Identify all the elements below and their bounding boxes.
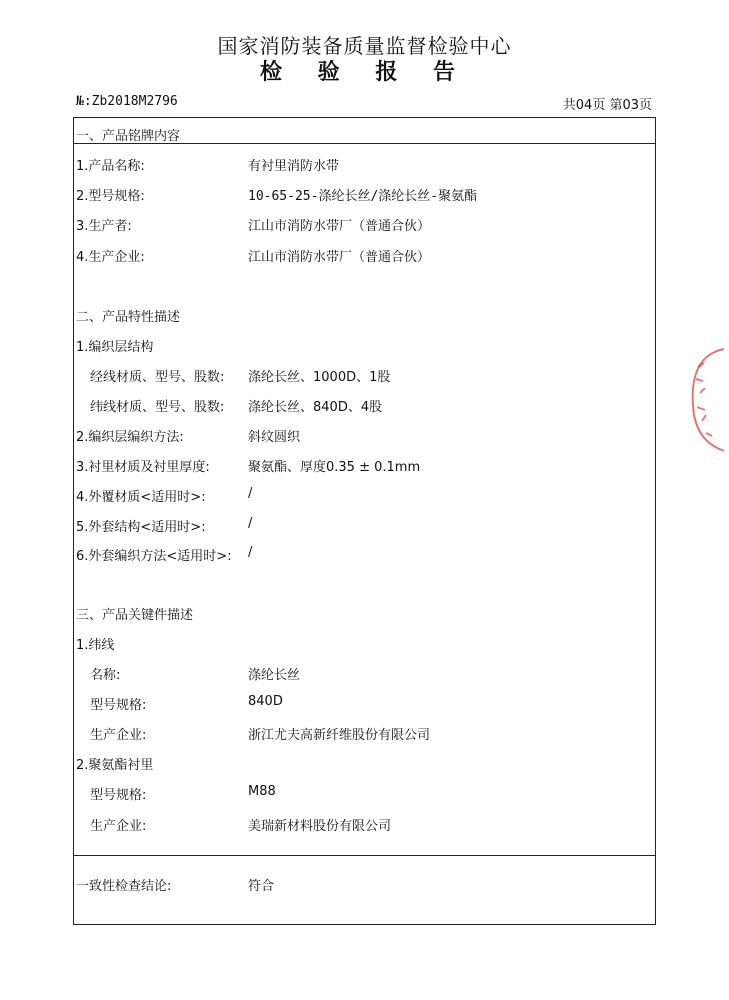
field-row (76, 456, 652, 476)
field-row (76, 815, 652, 835)
field-row (76, 545, 652, 565)
section-heading-key-components (76, 604, 652, 624)
field-label: 6.外套编织方法<适用时>: (76, 549, 232, 564)
field-label: 纬线材质、型号、股数: (90, 400, 225, 415)
field-row (76, 486, 652, 506)
field-value: 涤纶长丝 (248, 668, 301, 683)
field-label: 型号规格: (90, 698, 147, 713)
field-row (76, 246, 652, 266)
field-row (76, 426, 652, 446)
field-label: 生产企业: (90, 728, 147, 743)
field-label: 1.产品名称: (76, 159, 145, 174)
field-label: 3.生产者: (76, 219, 132, 234)
field-label: 经线材质、型号、股数: (90, 370, 225, 385)
field-value: M88 (248, 784, 276, 799)
field-row (76, 694, 652, 714)
field-label: 4.外覆材质<适用时>: (76, 490, 206, 505)
official-seal-icon (686, 345, 726, 455)
field-row (76, 634, 652, 654)
divider (73, 855, 656, 856)
field-value: / (248, 545, 253, 560)
field-value: 涤纶长丝、840D、4股 (248, 400, 383, 415)
field-row (76, 185, 652, 205)
field-value: 涤纶长丝、1000D、1股 (248, 370, 391, 385)
field-value: 浙江尤夫高新纤维股份有限公司 (248, 728, 431, 743)
field-row (76, 516, 652, 536)
field-label: 4.生产企业: (76, 250, 145, 265)
field-label: 1.编织层结构 (76, 340, 154, 355)
field-row (76, 754, 652, 774)
field-row (76, 784, 652, 804)
field-value: 斜纹圆织 (248, 430, 301, 445)
section-heading-label: 一、产品铭牌内容 (76, 129, 181, 144)
page-info: 共04页 第03页 (562, 98, 652, 113)
field-value: 10-65-25-涤纶长丝/涤纶长丝-聚氨酯 (248, 189, 478, 204)
field-row (76, 366, 652, 386)
field-label: 型号规格: (90, 788, 147, 803)
conclusion-row (76, 875, 652, 895)
field-value: 江山市消防水带厂（普通合伙） (248, 219, 431, 234)
field-row (76, 396, 652, 416)
conclusion-label: 一致性检查结论: (76, 879, 172, 894)
field-label: 生产企业: (90, 819, 147, 834)
field-label: 2.聚氨酯衬里 (76, 758, 154, 773)
field-value: 美瑞新材料股份有限公司 (248, 819, 392, 834)
field-row (76, 664, 652, 684)
field-value: 江山市消防水带厂（普通合伙） (248, 250, 431, 265)
field-value: / (248, 486, 253, 501)
field-value: / (248, 516, 253, 531)
conclusion-value: 符合 (248, 879, 275, 894)
field-value: 840D (248, 694, 283, 709)
field-value: 有衬里消防水带 (248, 159, 340, 174)
field-row (76, 336, 652, 356)
field-label: 2.型号规格: (76, 189, 145, 204)
report-title: 检 验 报 告 (260, 60, 469, 85)
report-number: №:Zb2018M2796 (76, 94, 178, 109)
section-heading-characteristics (76, 306, 652, 326)
field-row (76, 155, 652, 175)
section-heading-nameplate (76, 125, 652, 145)
field-label: 3.衬里材质及衬里厚度: (76, 460, 210, 475)
field-row (76, 215, 652, 235)
field-label: 名称: (90, 668, 121, 683)
field-value: 聚氨酯、厚度0.35 ± 0.1mm (248, 460, 421, 475)
section-heading-label: 二、产品特性描述 (76, 310, 181, 325)
field-label: 5.外套结构<适用时>: (76, 520, 206, 535)
field-row (76, 724, 652, 744)
field-label: 1.纬线 (76, 638, 115, 653)
section-heading-label: 三、产品关键件描述 (76, 608, 194, 623)
field-label: 2.编织层编织方法: (76, 430, 184, 445)
organization-name: 国家消防装备质量监督检验中心 (217, 34, 512, 58)
